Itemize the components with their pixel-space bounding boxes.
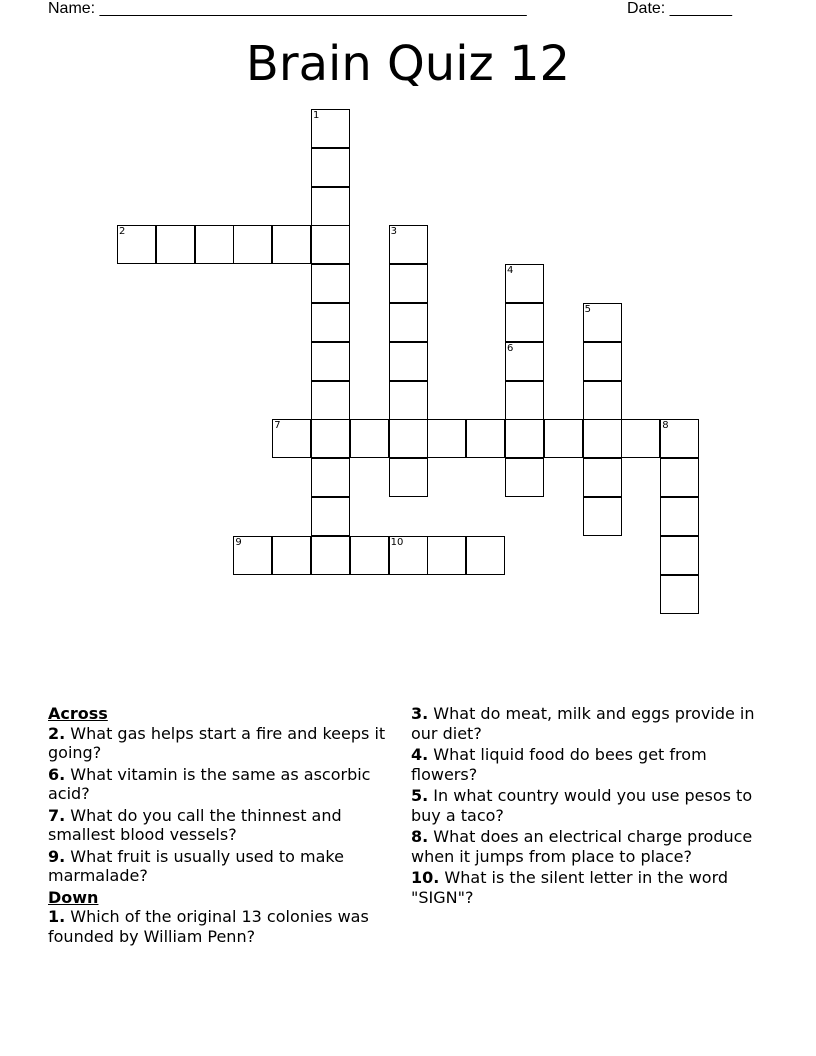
grid-cell[interactable] [311,342,350,381]
grid-cell[interactable] [389,264,428,303]
across-heading: Across [48,704,108,723]
clue-text: What do you call the thinnest and smallest blood vessels? [48,805,342,844]
grid-cell[interactable] [583,497,622,536]
grid-cell[interactable] [311,187,350,226]
clue-down-8 [411,827,761,866]
grid-cell[interactable] [311,225,350,264]
name-field-label: Name: ________________________________________________ [48,0,527,17]
grid-cell[interactable] [389,419,428,458]
clue-across-6 [48,765,393,804]
grid-cell[interactable] [660,575,699,614]
grid-cell[interactable] [544,419,583,458]
cell-number: 10 [390,536,404,548]
cell-number: 2 [119,226,126,238]
clue-text: Which of the original 13 colonies was founded by William Penn? [48,907,369,946]
grid-cell[interactable] [583,419,622,458]
grid-cell[interactable] [583,381,622,420]
grid-cell[interactable] [311,497,350,536]
grid-cell[interactable] [583,303,622,342]
grid-cell[interactable] [660,458,699,497]
grid-cell[interactable] [117,225,156,264]
grid-cell[interactable] [311,458,350,497]
clue-text: What is the silent letter in the word "SIGN"? [411,868,729,907]
grid-cell[interactable] [311,419,350,458]
page-title: Brain Quiz 12 [245,36,571,92]
grid-cell[interactable] [389,303,428,342]
grid-cell[interactable] [389,225,428,264]
clue-across-7 [48,806,393,845]
grid-cell[interactable] [660,536,699,575]
grid-cell[interactable] [311,303,350,342]
cell-number: 5 [584,304,591,315]
grid-cell[interactable] [389,536,428,575]
clue-down-10 [411,868,761,907]
clue-number: 4. [411,745,429,764]
clue-number: 3. [411,704,429,723]
cell-number: 8 [662,420,669,432]
grid-cell[interactable] [350,419,389,458]
clue-down-4 [411,745,761,784]
clue-down-1 [48,907,393,946]
clue-text: What vitamin is the same as ascorbic acid? [48,764,371,803]
clue-number: 7. [48,805,66,825]
clues-right-column [411,704,761,909]
grid-cell[interactable] [311,148,350,187]
grid-cell[interactable] [427,419,466,458]
grid-cell[interactable] [311,381,350,420]
clue-number: 5. [411,786,429,805]
grid-cell[interactable] [505,264,544,303]
grid-cell[interactable] [621,419,660,458]
grid-cell[interactable] [195,225,234,264]
clue-text: What fruit is usually used to make marmalade? [48,846,344,885]
grid-cell[interactable] [233,536,272,575]
clue-text: What liquid food do bees get from flowers? [411,745,707,784]
grid-cell[interactable] [311,109,350,148]
grid-cell[interactable] [311,264,350,303]
cell-number: 3 [390,226,397,238]
cell-number: 9 [235,536,242,548]
grid-cell[interactable] [583,458,622,497]
clue-number: 8. [411,827,429,846]
grid-cell[interactable] [272,225,311,264]
clue-text: What does an electrical charge produce when it jumps from place to place? [411,827,753,866]
clue-number: 10. [411,868,440,887]
clue-number: 6. [48,764,66,784]
clue-down-3 [411,704,761,743]
grid-cell[interactable] [350,536,389,575]
clue-number: 9. [48,846,66,866]
grid-cell[interactable] [466,419,505,458]
grid-cell[interactable] [505,419,544,458]
clue-text: What do meat, milk and eggs provide in our diet? [411,704,755,743]
grid-cell[interactable] [466,536,505,575]
grid-cell[interactable] [272,536,311,575]
cell-number: 4 [507,265,514,277]
cell-number: 1 [313,110,320,121]
clues-left-column [48,704,393,948]
grid-cell[interactable] [272,419,311,458]
grid-cell[interactable] [583,342,622,381]
clue-number: 1. [48,907,66,926]
grid-cell[interactable] [389,458,428,497]
grid-cell[interactable] [233,225,272,264]
grid-cell[interactable] [660,497,699,536]
cell-number: 7 [274,420,281,432]
grid-cell[interactable] [311,536,350,575]
clue-across-2 [48,724,393,763]
cell-number: 6 [507,342,514,354]
date-field-label: Date: _______ [627,0,732,17]
down-heading: Down [48,887,99,907]
clue-number: 2. [48,723,66,743]
grid-cell[interactable] [389,381,428,420]
clue-down-5 [411,786,761,825]
grid-cell[interactable] [427,536,466,575]
clue-text: What gas helps start a fire and keeps it going? [48,723,386,762]
grid-cell[interactable] [660,419,699,458]
grid-cell[interactable] [505,303,544,342]
grid-cell[interactable] [156,225,195,264]
clue-across-9 [48,847,393,886]
clue-text: In what country would you use pesos to buy a taco? [411,786,753,825]
grid-cell[interactable] [505,458,544,497]
grid-cell[interactable] [505,381,544,420]
grid-cell[interactable] [505,342,544,381]
grid-cell[interactable] [389,342,428,381]
